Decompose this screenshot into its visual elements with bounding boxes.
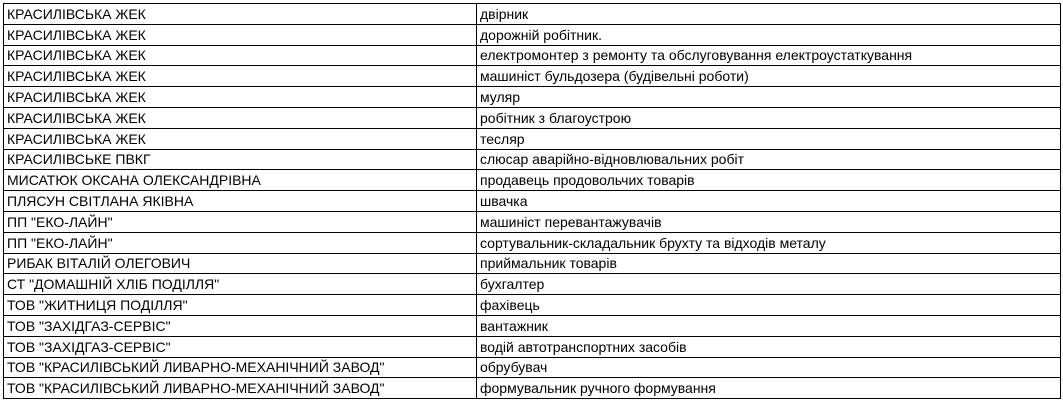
table-row (4, 295, 1061, 316)
vacancy-table (3, 3, 1061, 399)
employer-cell[interactable]: РИБАК ВІТАЛІЙ ОЛЕГОВИЧ (4, 253, 477, 274)
table-row (4, 87, 1061, 108)
table-row (4, 357, 1061, 378)
table-row (4, 107, 1061, 128)
table-row (4, 24, 1061, 45)
employer-cell[interactable]: КРАСИЛІВСЬКА ЖЕК (4, 87, 477, 108)
table-row (4, 232, 1061, 253)
employer-cell[interactable]: КРАСИЛІВСЬКА ЖЕК (4, 4, 477, 25)
position-cell[interactable]: електромонтер з ремонту та обслуговування електроустаткування (477, 45, 1061, 66)
employer-cell[interactable]: ТОВ "ЗАХІДГАЗ-СЕРВІС" (4, 336, 477, 357)
table-row (4, 4, 1061, 25)
position-cell[interactable]: машиніст перевантажувачів (477, 211, 1061, 232)
table-row (4, 211, 1061, 232)
table-row (4, 191, 1061, 212)
position-cell[interactable]: бухгалтер (477, 274, 1061, 295)
employer-cell[interactable]: КРАСИЛІВСЬКА ЖЕК (4, 66, 477, 87)
employer-cell[interactable]: КРАСИЛІВСЬКА ЖЕК (4, 107, 477, 128)
employer-cell[interactable]: ТОВ "КРАСИЛІВСЬКИЙ ЛИВАРНО-МЕХАНІЧНИЙ ЗАВОД" (4, 357, 477, 378)
position-cell[interactable]: обрубувач (477, 357, 1061, 378)
spreadsheet (3, 3, 1060, 399)
position-cell[interactable]: фахівець (477, 295, 1061, 316)
position-cell[interactable]: слюсар аварійно-відновлювальних робіт (477, 149, 1061, 170)
table-row (4, 149, 1061, 170)
employer-cell[interactable]: КРАСИЛІВСЬКА ЖЕК (4, 128, 477, 149)
employer-cell[interactable]: ПП "ЕКО-ЛАЙН" (4, 232, 477, 253)
employer-cell[interactable]: ТОВ "КРАСИЛІВСЬКИЙ ЛИВАРНО-МЕХАНІЧНИЙ ЗАВОД" (4, 378, 477, 399)
table-row (4, 128, 1061, 149)
position-cell[interactable]: машиніст бульдозера (будівельні роботи) (477, 66, 1061, 87)
employer-cell[interactable]: ПЛЯСУН СВІТЛАНА ЯКІВНА (4, 191, 477, 212)
employer-cell[interactable]: КРАСИЛІВСЬКЕ ПВКГ (4, 149, 477, 170)
employer-cell[interactable]: МИСАТЮК ОКСАНА ОЛЕКСАНДРІВНА (4, 170, 477, 191)
position-cell[interactable]: робітник з благоустрою (477, 107, 1061, 128)
position-cell[interactable]: приймальник товарів (477, 253, 1061, 274)
position-cell[interactable]: двірник (477, 4, 1061, 25)
employer-cell[interactable]: КРАСИЛІВСЬКА ЖЕК (4, 45, 477, 66)
employer-cell[interactable]: ТОВ "ЗАХІДГАЗ-СЕРВІС" (4, 315, 477, 336)
position-cell[interactable]: дорожній робітник. (477, 24, 1061, 45)
table-row (4, 274, 1061, 295)
employer-cell[interactable]: ТОВ "ЖИТНИЦЯ ПОДІЛЛЯ" (4, 295, 477, 316)
table-row (4, 336, 1061, 357)
table-body (4, 4, 1061, 399)
table-row (4, 66, 1061, 87)
table-row (4, 315, 1061, 336)
position-cell[interactable]: продавець продовольчих товарів (477, 170, 1061, 191)
employer-cell[interactable]: ПП "ЕКО-ЛАЙН" (4, 211, 477, 232)
position-cell[interactable]: сортувальник-складальник брухту та відходів металу (477, 232, 1061, 253)
position-cell[interactable]: тесляр (477, 128, 1061, 149)
employer-cell[interactable]: КРАСИЛІВСЬКА ЖЕК (4, 24, 477, 45)
position-cell[interactable]: муляр (477, 87, 1061, 108)
position-cell[interactable]: формувальник ручного формування (477, 378, 1061, 399)
position-cell[interactable]: швачка (477, 191, 1061, 212)
employer-cell[interactable]: СТ "ДОМАШНІЙ ХЛІБ ПОДІЛЛЯ" (4, 274, 477, 295)
table-row (4, 253, 1061, 274)
table-row (4, 45, 1061, 66)
position-cell[interactable]: вантажник (477, 315, 1061, 336)
table-row (4, 170, 1061, 191)
table-row (4, 378, 1061, 399)
position-cell[interactable]: водій автотранспортних засобів (477, 336, 1061, 357)
